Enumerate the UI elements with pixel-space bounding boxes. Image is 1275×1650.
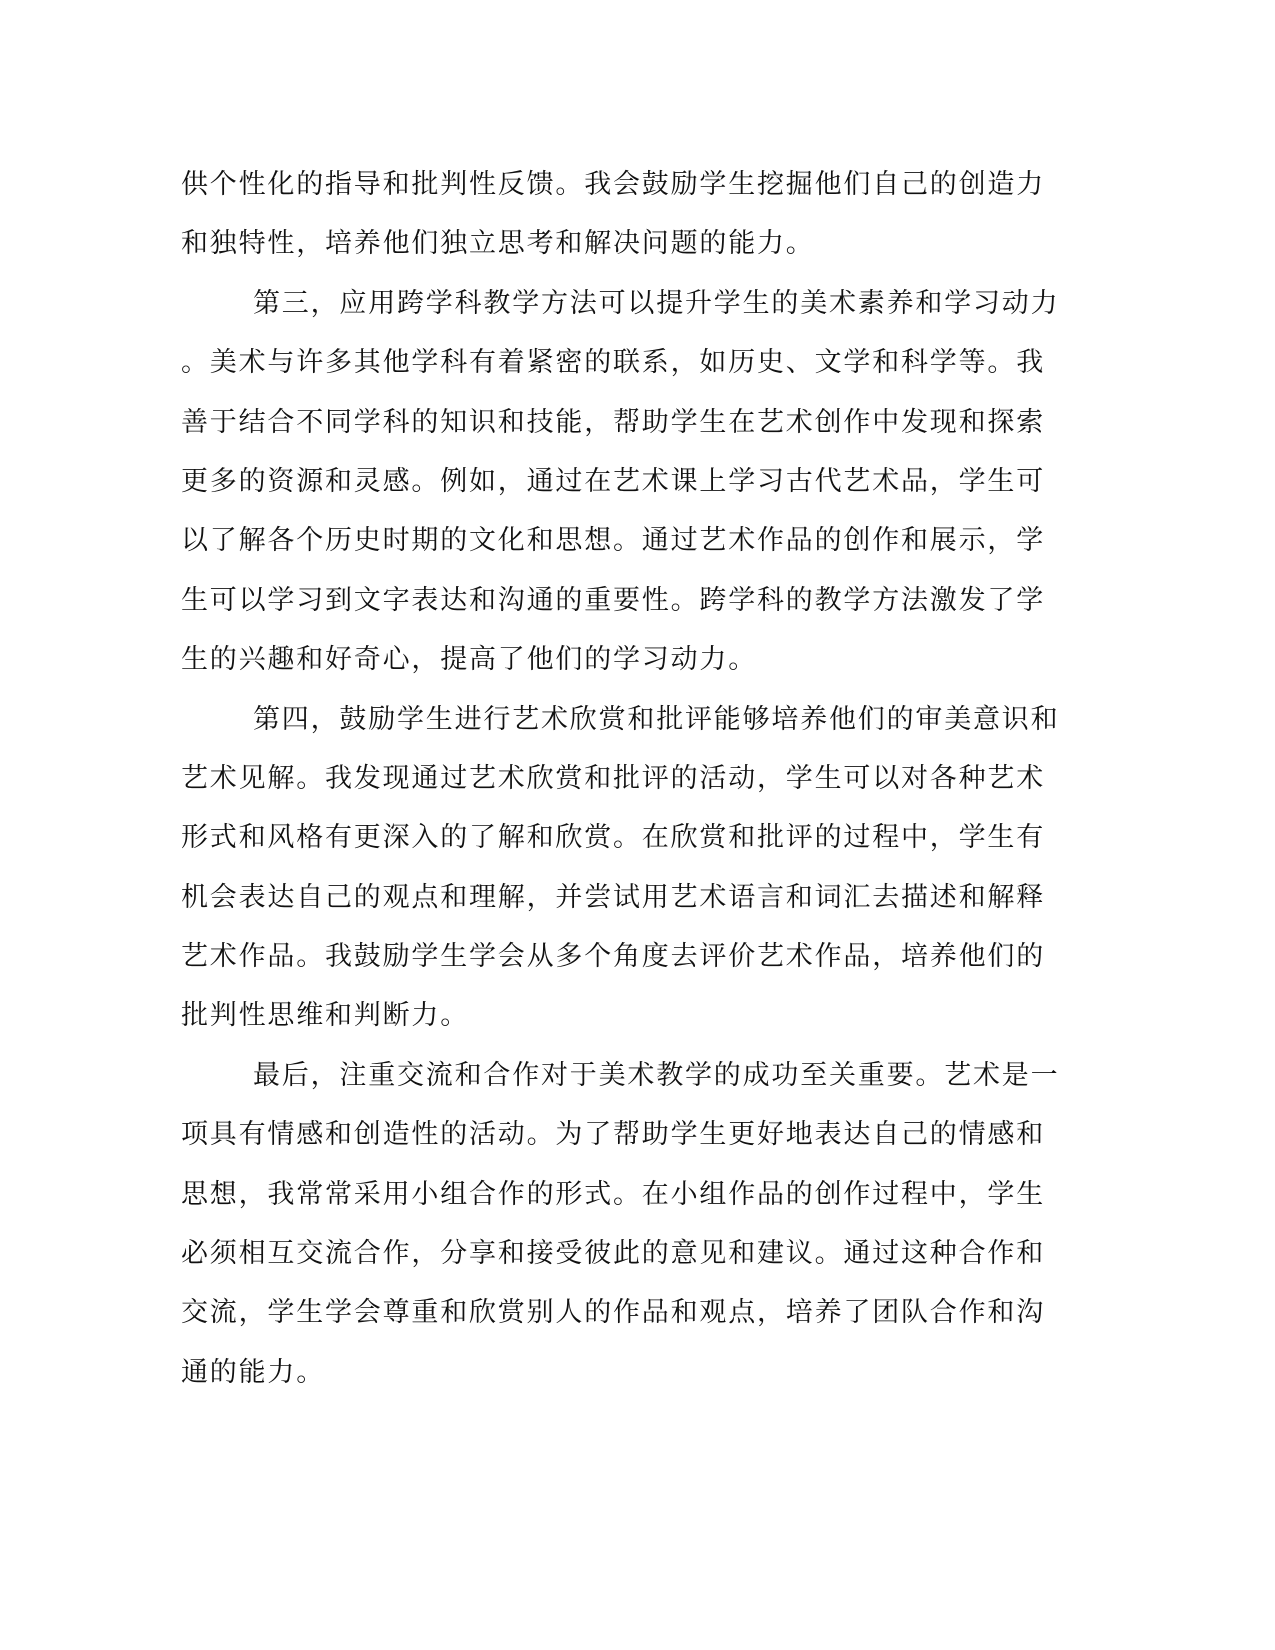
paragraph-first-line: 第四，鼓励学生进行艺术欣赏和批评能够培养他们的审美意识和: [253, 703, 1060, 735]
body-text: [181, 155, 1060, 1402]
text-line: 项具有情感和创造性的活动。为了帮助学生更好地表达自己的情感和: [181, 1119, 1045, 1151]
text-line: 更多的资源和灵感。例如，通过在艺术课上学习古代艺术品，学生可: [181, 465, 1045, 497]
text-line: 生的兴趣和好奇心，提高了他们的学习动力。: [181, 644, 757, 676]
paragraph-first-line: 最后，注重交流和合作对于美术教学的成功至关重要。艺术是一: [253, 1059, 1060, 1091]
text-line: 交流，学生学会尊重和欣赏别人的作品和观点，培养了团队合作和沟: [181, 1297, 1045, 1329]
paragraph-first-line: 第三，应用跨学科教学方法可以提升学生的美术素养和学习动力: [253, 287, 1060, 319]
text-line: 必须相互交流合作，分享和接受彼此的意见和建议。通过这种合作和: [181, 1238, 1045, 1270]
text-line: 思想，我常常采用小组合作的形式。在小组作品的创作过程中，学生: [181, 1178, 1045, 1210]
text-line: 形式和风格有更深入的了解和欣赏。在欣赏和批评的过程中，学生有: [181, 822, 1045, 854]
text-line: 和独特性，培养他们独立思考和解决问题的能力。: [181, 228, 815, 260]
text-line: 供个性化的指导和批判性反馈。我会鼓励学生挖掘他们自己的创造力: [181, 169, 1045, 200]
text-line: 批判性思维和判断力。: [181, 1000, 469, 1032]
text-line: 以了解各个历史时期的文化和思想。通过艺术作品的创作和展示，学: [181, 525, 1045, 557]
text-line: 通的能力。: [181, 1356, 325, 1388]
text-line: 善于结合不同学科的知识和技能，帮助学生在艺术创作中发现和探索: [181, 406, 1045, 438]
text-line: 。美术与许多其他学科有着紧密的联系，如历史、文学和科学等。我: [181, 347, 1045, 379]
text-line: 生可以学习到文字表达和沟通的重要性。跨学科的教学方法激发了学: [181, 584, 1045, 616]
text-line: 机会表达自己的观点和理解，并尝试用艺术语言和词汇去描述和解释: [181, 881, 1045, 913]
text-line: 艺术见解。我发现通过艺术欣赏和批评的活动，学生可以对各种艺术: [181, 762, 1045, 794]
text-line: 艺术作品。我鼓励学生学会从多个角度去评价艺术作品，培养他们的: [181, 941, 1045, 973]
